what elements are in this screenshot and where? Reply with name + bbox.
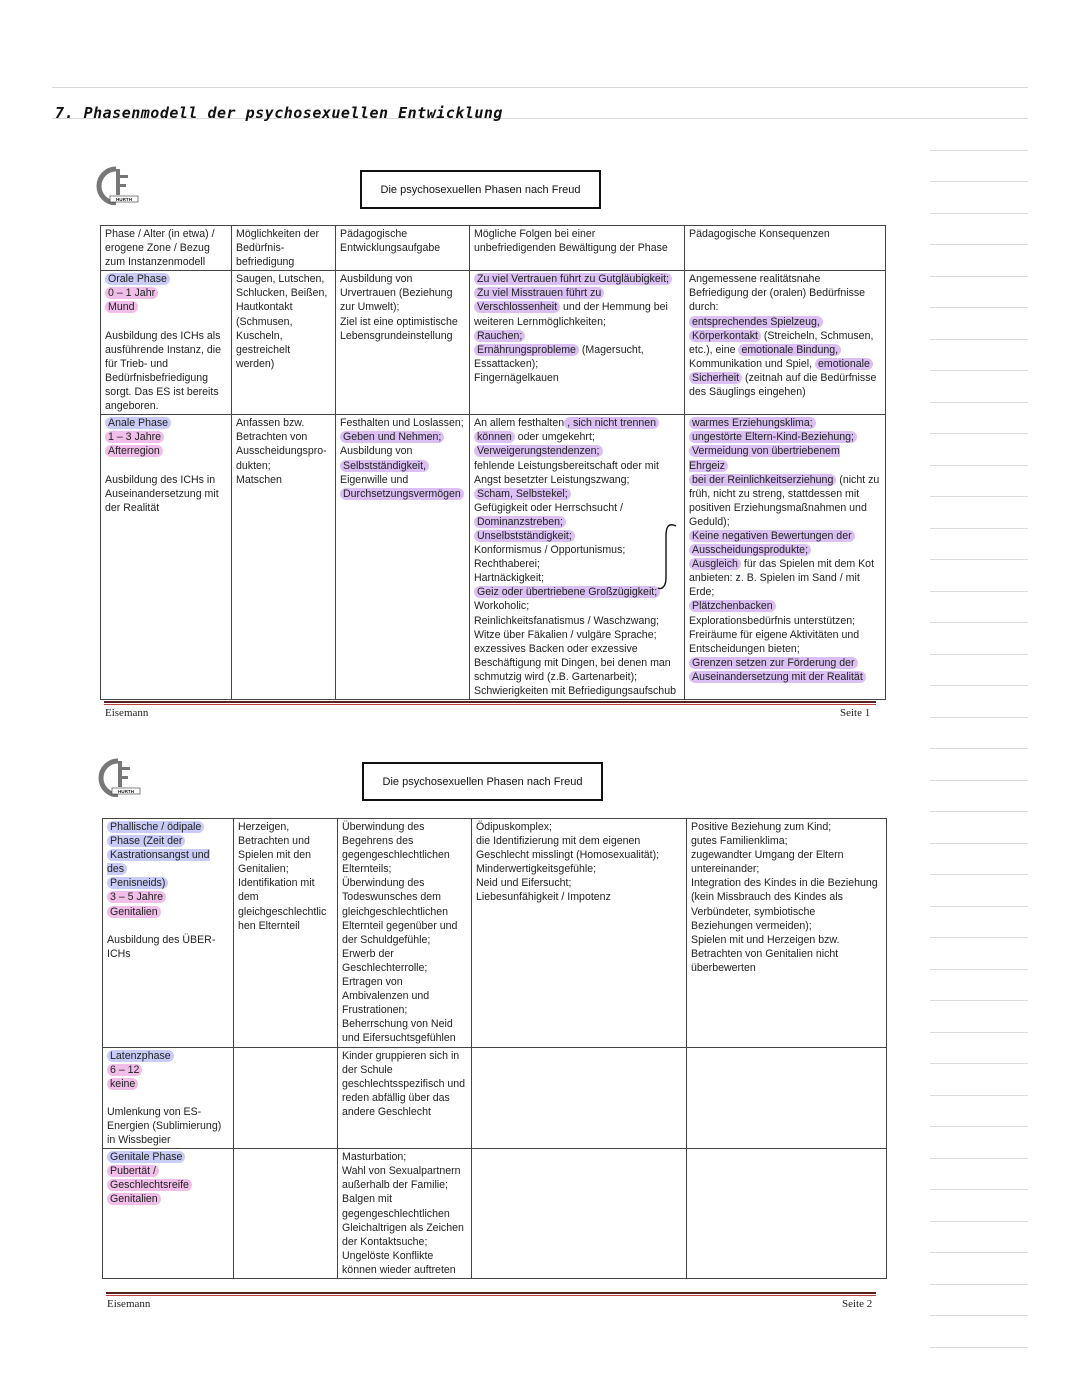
page2-footer-author: Eisemann — [107, 1298, 151, 1310]
cell-aufgabe: Ausbildung von Urvertrauen (Beziehung zur Umwelt); Ziel ist eine optimistische Lebensgrundeinstellung — [336, 271, 470, 415]
page2-title: Die psychosexuellen Phasen nach Freud — [362, 762, 603, 801]
school-logo-icon — [96, 165, 140, 205]
table-row-genitale-phase — [103, 1149, 887, 1279]
page1-phases-table — [100, 225, 886, 700]
cell-moeglichkeiten: Anfassen bzw. Betrachten von Ausscheidungspro- dukten; Matschen — [232, 415, 336, 700]
notebook-rule-top — [52, 87, 1028, 88]
page2-page-number: Seite 2 — [842, 1298, 873, 1310]
cell-aufgabe: Überwindung des Begehrens des gegengeschlechtlichen Elternteils; Überwindung des Todeswunsches dem gleichgeschlechtlichen Elternteil gegenüber und der Schuldgefühle; Erwerb der Geschlechterrolle; Ertragen von Ambivalenzen und Frustrationen; Beherrschung von Neid und Eifersuchtsgefühlen — [338, 819, 472, 1048]
cell-aufgabe: Kinder gruppieren sich in der Schule geschlechtsspezifisch und reden abfällig über das andere Geschlecht — [338, 1047, 472, 1149]
cell-konsequenzen: Angemessene realitätsnahe Befriedigung der (oralen) Bedürfnisse durch: entsprechendes Spielzeug, Körperkontakt (Streicheln, Schmusen, etc.), eine emotionale Bindung, Kommunikation und Spiel, emotionale Sicherheit (zeitnah auf die Bedürfnisse des Säuglings eingehen) — [685, 271, 886, 415]
cell-phase: Phallische / ödipale Phase (Zeit der Kastrationsangst und des Penisneids) 3 – 5 Jahre Genitalien Ausbildung des ÜBER- ICHs — [103, 819, 234, 1048]
cell-phase: Anale Phase 1 – 3 Jahre Afterregion Ausbildung des ICHs in Auseinandersetzung mit der Realität — [101, 415, 232, 700]
cell-phase: Orale Phase 0 – 1 Jahr Mund Ausbildung des ICHs als ausführende Instanz, die für Trieb- und Bedürfnisbefriedigung sorgt. Das ES ist bereits angeboren. — [101, 271, 232, 415]
handwritten-bracket-icon — [656, 520, 680, 594]
table-row-orale-phase — [101, 271, 886, 415]
cell-konsequenzen — [687, 1047, 887, 1149]
cell-konsequenzen: warmes Erziehungsklima; ungestörte Eltern-Kind-Beziehung; Vermeidung von übertriebenem Ehrgeiz bei der Reinlichkeitserziehung (nicht zu früh, nicht zu streng, stattdessen mit positiven Erziehungsmaßnahmen und Geduld); Keine negativen Bewertungen der Ausscheidungsprodukte; Ausgleich für das Spielen mit dem Kot anbieten: z. B. Spielen im Sand / mit Erde; Plätzchenbacken Explorationsbedürfnis unterstützen; Freiräume für eigene Aktivitäten und Entscheidungen bieten; Grenzen setzen zur Förderung der Auseinandersetzung mit der Realität — [685, 415, 886, 700]
header-moeglichkeiten: Möglichkeiten der Bedürfnis- befriedigung — [232, 226, 336, 271]
cell-aufgabe: Masturbation; Wahl von Sexualpartnern außerhalb der Familie; Balgen mit gegengeschlechtlichen Gleichaltrigen als Zeichen der Kontaktsuche; Ungelöste Konflikte können wieder auftreten — [338, 1149, 472, 1279]
cell-folgen: An allem festhalten , sich nicht trennen können oder umgekehrt; Verweigerungstendenzen; fehlende Leistungsbereitschaft oder mit Angst besetzter Leistungszwang; Scham, Selbstekel; Gefügigkeit oder Herrschsucht / Dominanzstreben; Unselbstständigkeit; Konformismus / Opportunismus; Rechthaberei; Hartnäckigkeit; Geiz oder übertriebene Großzügigkeit; Workoholic; Reinlichkeitsfanatismus / Waschzwang; Witze über Fäkalien / vulgäre Sprache; exzessives Backen oder exzessive Beschäftigung mit Dingen, bei denen man schmutzig wird (z.B. Gartenarbeit); Schwierigkeiten mit Befriedigungsaufschub — [470, 415, 685, 700]
page-heading: 7. Phasenmodell der psychosexuellen Entwicklung — [55, 104, 503, 122]
cell-phase: Genitale Phase Pubertät / Geschlechtsreife Genitalien — [103, 1149, 234, 1279]
table-row-anale-phase — [101, 415, 886, 700]
cell-aufgabe: Festhalten und Loslassen; Geben und Nehmen; Ausbildung von Selbstständigkeit, Eigenwille und Durchsetzungsvermögen — [336, 415, 470, 700]
page2-phases-table — [102, 818, 887, 1279]
cell-folgen — [472, 1047, 687, 1149]
cell-moeglichkeiten: Saugen, Lutschen, Schlucken, Beißen, Hautkontakt (Schmusen, Kuscheln, gestreichelt werden) — [232, 271, 336, 415]
cell-konsequenzen: Positive Beziehung zum Kind; gutes Familienklima; zugewandter Umgang der Eltern untereinander; Integration des Kindes in die Beziehung (kein Missbrauch des Kindes als Verbündeter, symbiotische Beziehungen vermeiden); Spielen mit und Herzeigen bzw. Betrachten von Genitalien nicht überbewerten — [687, 819, 887, 1048]
table-header-row — [101, 226, 886, 271]
page1-page-number: Seite 1 — [840, 707, 871, 719]
cell-folgen: Ödipuskomplex; die Identifizierung mit dem eigenen Geschlecht misslingt (Homosexualität); Minderwertigkeitsgefühle; Neid und Eifersucht; Liebesunfähigkeit / Impotenz — [472, 819, 687, 1048]
page1-title: Die psychosexuellen Phasen nach Freud — [360, 170, 601, 209]
cell-moeglichkeiten — [234, 1047, 338, 1149]
school-logo-icon — [98, 757, 142, 797]
table-row-phallische-phase — [103, 819, 887, 1048]
cell-moeglichkeiten: Herzeigen, Betrachten und Spielen mit den Genitalien; Identifikation mit dem gleichgeschlechtlic hen Elternteil — [234, 819, 338, 1048]
header-konsequenzen: Pädagogische Konsequenzen — [685, 226, 886, 271]
header-folgen: Mögliche Folgen bei einer unbefriedigenden Bewältigung der Phase — [470, 226, 685, 271]
cell-folgen — [472, 1149, 687, 1279]
page1-footer-bar — [104, 701, 876, 705]
cell-moeglichkeiten — [234, 1149, 338, 1279]
page2-footer-bar — [106, 1292, 876, 1296]
logo-text: HURTH — [117, 789, 135, 794]
page1-footer-author: Eisemann — [105, 707, 149, 719]
logo-text: HURTH — [115, 197, 133, 202]
table-row-latenzphase — [103, 1047, 887, 1149]
cell-konsequenzen — [687, 1149, 887, 1279]
header-phase: Phase / Alter (in etwa) / erogene Zone / Bezug zum Instanzenmodell — [101, 226, 232, 271]
cell-folgen: Zu viel Vertrauen führt zu Gutgläubigkeit; Zu viel Misstrauen führt zu Verschlossenheit und der Hemmung bei weiteren Lernmöglichkeiten; Rauchen; Ernährungsprobleme (Magersucht, Essattacken); Fingernägelkauen — [470, 271, 685, 415]
header-aufgabe: Pädagogische Entwicklungsaufgabe — [336, 226, 470, 271]
cell-phase: Latenzphase 6 – 12 keine Umlenkung von ES- Energien (Sublimierung) in Wissbegier — [103, 1047, 234, 1149]
